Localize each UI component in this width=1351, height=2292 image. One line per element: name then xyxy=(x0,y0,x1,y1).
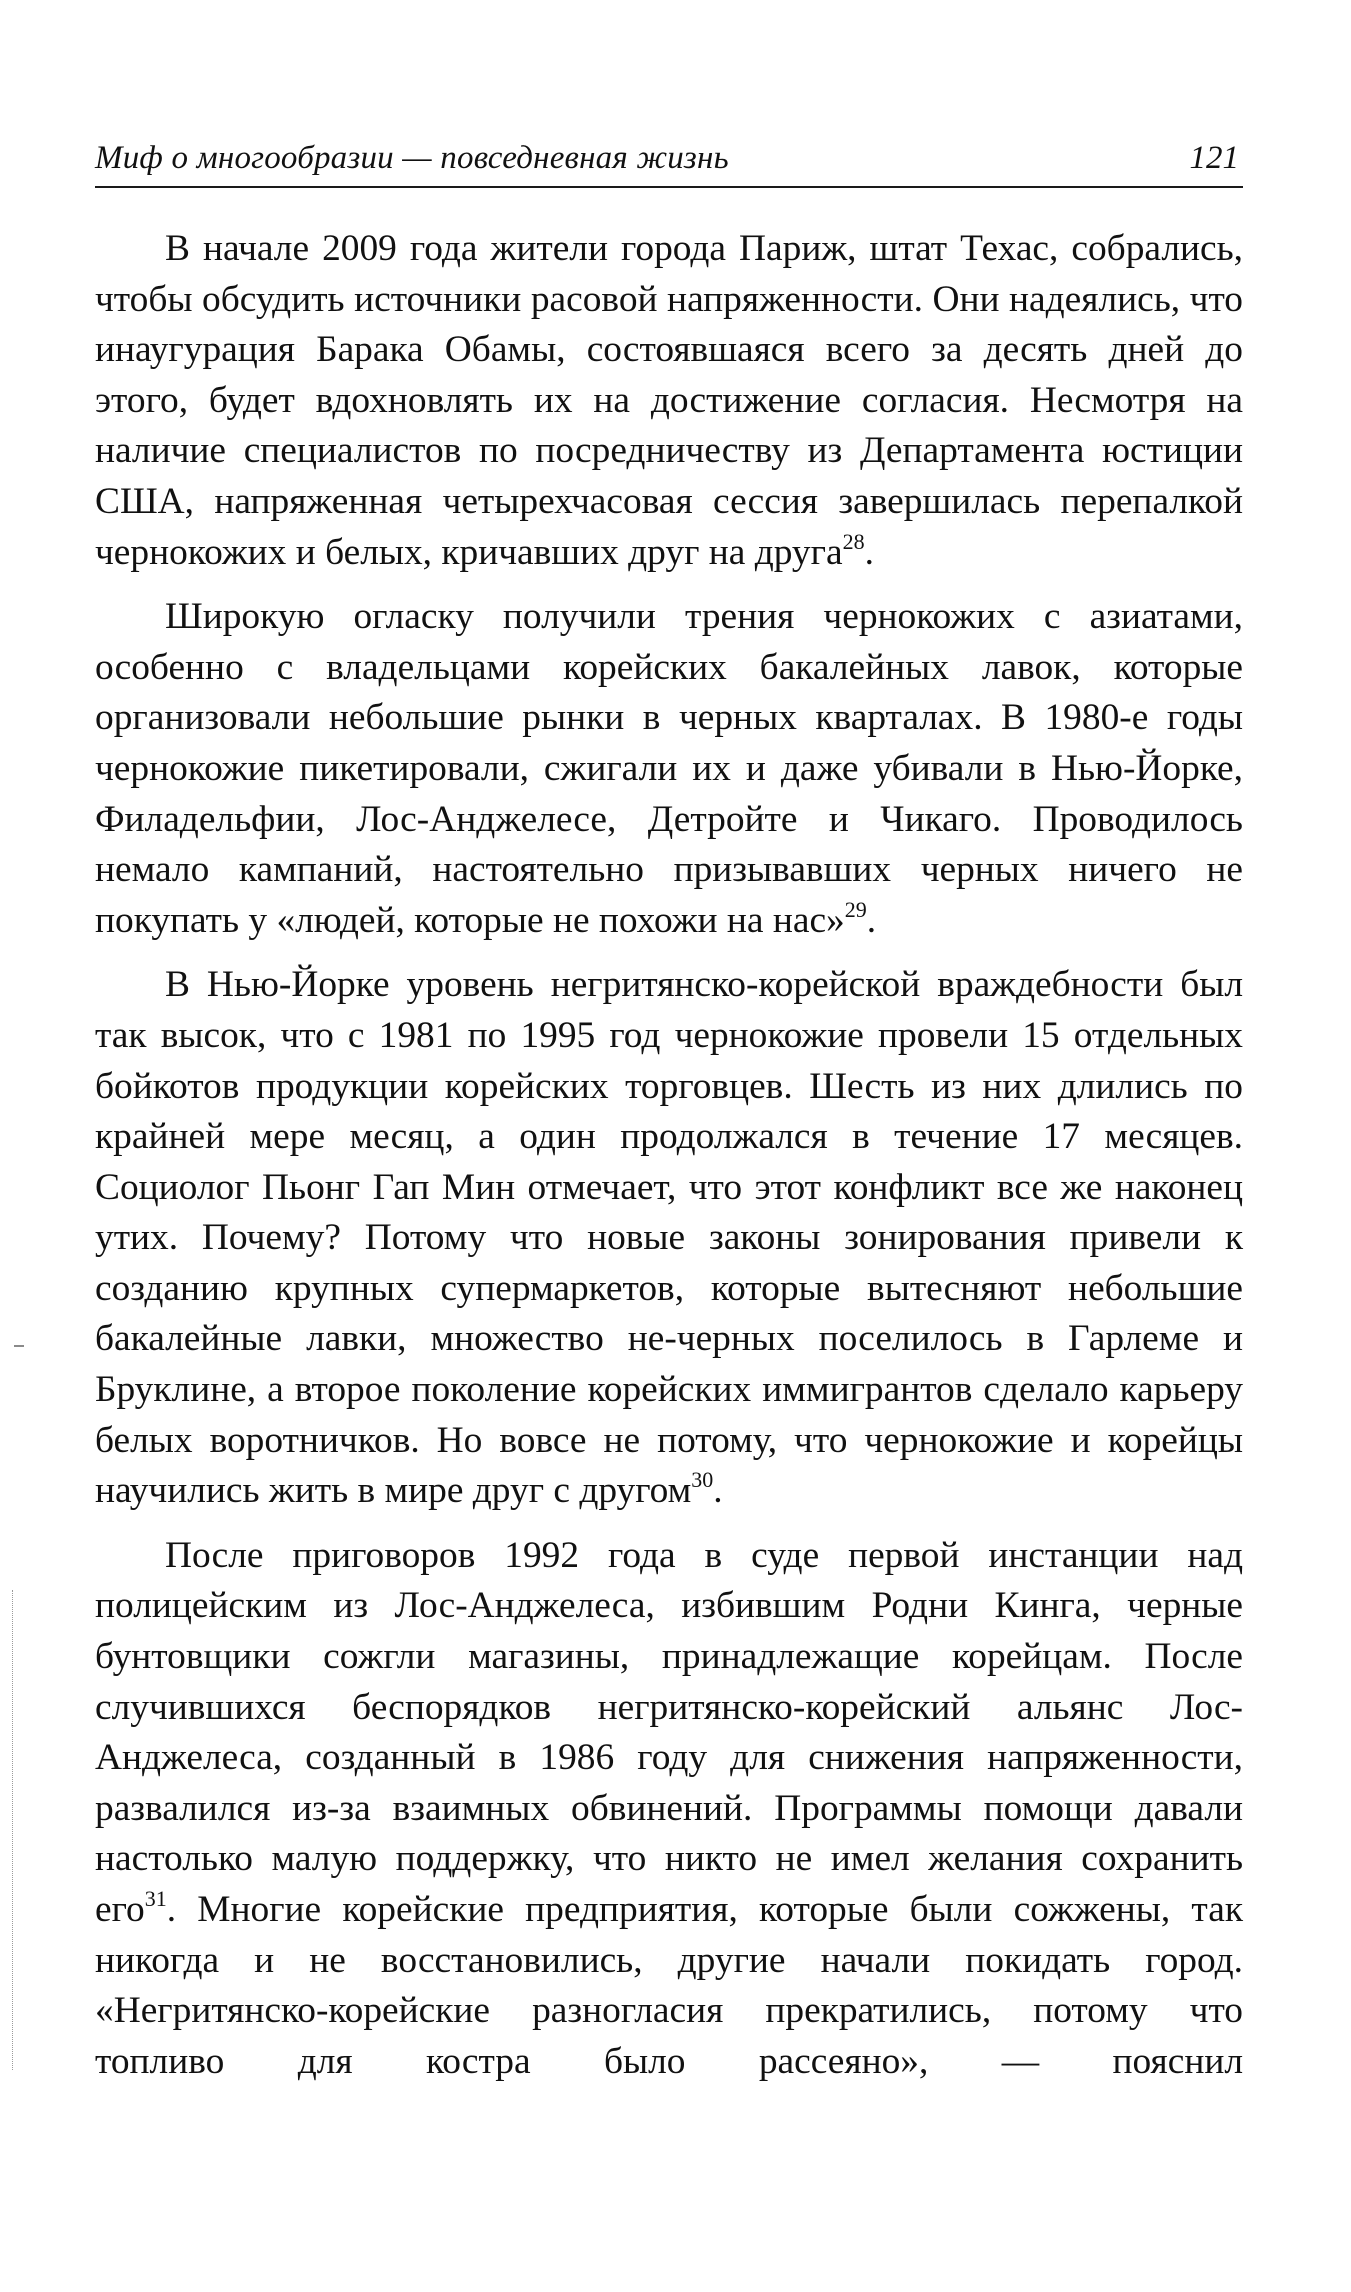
paragraph xyxy=(95,1531,1243,2088)
paragraph xyxy=(95,592,1243,946)
paragraph-tail: . xyxy=(713,1470,723,1512)
paragraph-tail: . xyxy=(864,531,874,573)
running-title: Миф о многообразии — повседневная жизнь xyxy=(95,140,729,176)
footnote-ref[interactable]: 31 xyxy=(144,1886,167,1911)
paragraph xyxy=(95,960,1243,1517)
page-number: 121 xyxy=(1189,140,1239,176)
footnote-ref[interactable]: 28 xyxy=(842,528,865,554)
scan-artifact-tick xyxy=(14,1345,24,1347)
paragraph xyxy=(95,224,1243,578)
footnote-ref[interactable]: 29 xyxy=(844,896,867,922)
paragraph-text: После приговоров 1992 года в суде первой инстанции над полицейским из Лос-Анджелеса, избившим Родни Кинга, черные бунтовщики сожгли магазины, принадлежащие корейцам. После случившихся беспорядков негритянско-корейский альянс Лос-Анджелеса, созданный в 1986 году для снижения напряженности, развалился из-за взаимных обвинений. Программы помощи давали настолько малую поддержку, что никто не имел желания сохранить его xyxy=(95,1534,1243,1930)
scan-artifact-edge xyxy=(12,1590,14,2070)
running-header xyxy=(95,138,1243,188)
body-text xyxy=(95,224,1243,2101)
paragraph-text: В начале 2009 года жители города Париж, штат Техас, собрались, чтобы обсудить источники расовой напряженности. Они надеялись, что инаугурация Барака Обамы, состоявшаяся всего за десять дней до этого, будет вдохновлять их на достижение согласия. Несмотря на наличие специалистов по посредничеству из Департамента юстиции США, напряженная четырехчасовая сессия завершилась перепалкой чернокожих и белых, кричавших друг на друга xyxy=(95,228,1243,573)
paragraph-tail: . Многие корейские предприятия, которые были сожжены, так никогда и не восстановились, другие начали покидать город. «Негритянско-корейские разногласия прекратились, потому что топливо для костра было рассеяно», — пояснил xyxy=(95,1889,1243,2082)
paragraph-text: В Нью-Йорке уровень негритянско-корейской враждебности был так высок, что с 1981 по 1995 год чернокожие провели 15 отдельных бойкотов продукции корейских торговцев. Шесть из них длились по крайней мере месяц, а один продолжался в течение 17 месяцев. Социолог Пьонг Гап Мин отмечает, что этот конфликт все же наконец утих. Почему? Потому что новые законы зонирования привели к созданию крупных супермаркетов, которые вытесняют небольшие бакалейные лавки, множество не-черных поселилось в Гарлеме и Бруклине, а второе поколение корейских иммигрантов сделало карьеру белых воротничков. Но вовсе не потому, что чернокожие и корейцы научились жить в мире друг с другом xyxy=(95,964,1243,1512)
paragraph-tail: . xyxy=(866,899,877,941)
paragraph-text: Широкую огласку получили трения чернокожих с азиатами, особенно с владельцами корейских бакалейных лавок, которые организовали небольшие рынки в черных кварталах. В 1980-е годы чернокожие пикетировали, сжигали их и даже убивали в Нью-Йорке, Филадельфии, Лос-Анджелесе, Детройте и Чикаго. Проводилось немало кампаний, настоятельно призывавших черных ничего не покупать у «людей, которые не похожи на нас» xyxy=(95,596,1243,941)
footnote-ref[interactable]: 30 xyxy=(691,1467,714,1493)
